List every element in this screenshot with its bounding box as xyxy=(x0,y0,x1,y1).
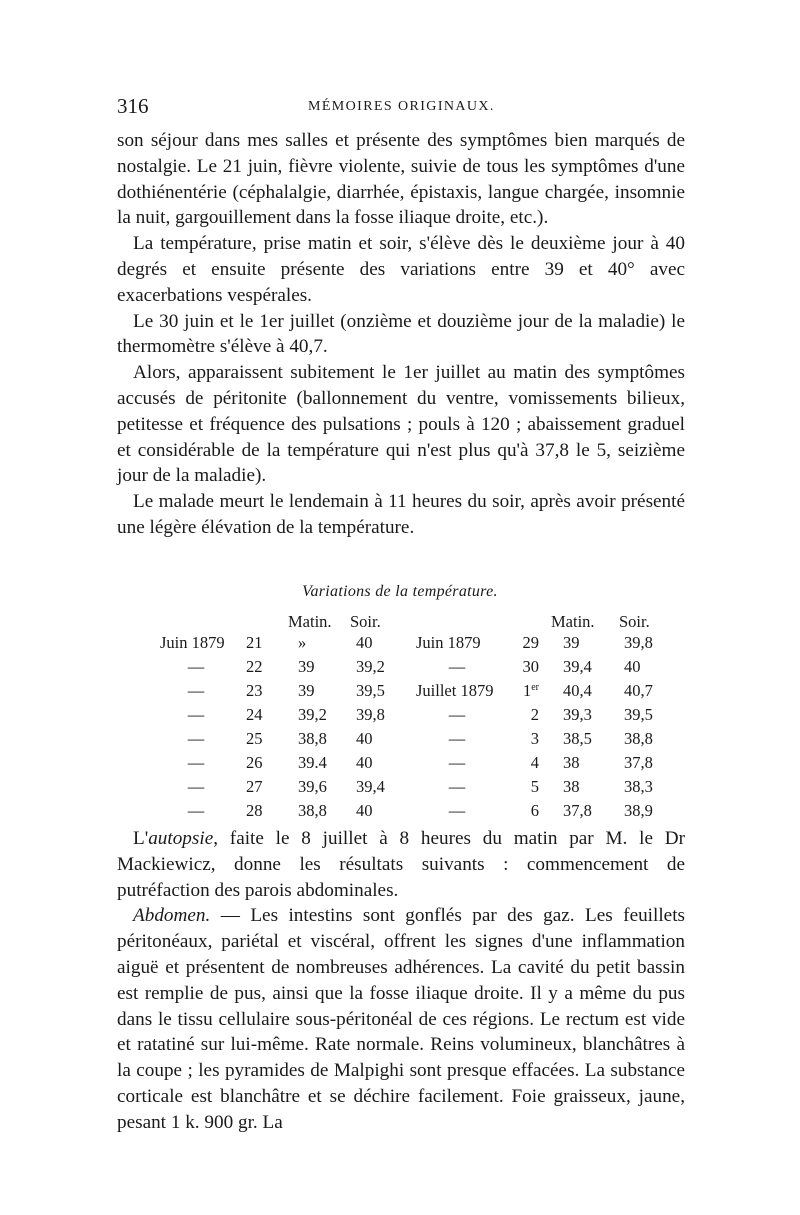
left-matin: 38,8 xyxy=(298,729,327,748)
page-header xyxy=(117,94,685,124)
table-title: Variations de la température. xyxy=(302,583,498,600)
running-title: MÉMOIRES ORIGINAUX. xyxy=(308,99,495,114)
left-day: 22 xyxy=(246,657,263,676)
autopsy-article: L' xyxy=(133,828,149,849)
right-soir: 38,3 xyxy=(624,777,653,796)
right-day: 6 xyxy=(530,801,539,820)
left-month: — xyxy=(187,657,205,676)
left-month: — xyxy=(187,753,205,772)
left-matin: 39,2 xyxy=(298,705,327,724)
right-day: 30 xyxy=(522,657,539,676)
right-day: 3 xyxy=(530,729,539,748)
autopsy-paragraph xyxy=(117,826,685,903)
right-soir: 39,8 xyxy=(624,633,653,652)
paragraph: son séjour dans mes salles et présente des symptômes bien marqués de nostalgie. Le 21 juin, fièvre violente, suivie de tous les symptômes d'une dothiénentérie (céphalalgie, diarrhée, épistaxis, langue chargée, insomnie la nuit, gargouillement dans la fosse iliaque droite, etc.). xyxy=(117,130,685,229)
right-matin: 40,4 xyxy=(563,681,592,700)
left-day: 25 xyxy=(246,729,263,748)
right-matin: 37,8 xyxy=(563,801,592,820)
right-day: 1er xyxy=(522,681,539,700)
left-soir: 39,5 xyxy=(356,681,385,700)
left-matin: 39.4 xyxy=(298,753,327,772)
left-month: — xyxy=(187,705,205,724)
header-soir-left: Soir. xyxy=(350,612,381,631)
left-month: — xyxy=(187,729,205,748)
right-soir: 40,7 xyxy=(624,681,653,700)
header-soir-right: Soir. xyxy=(619,612,650,631)
right-month: — xyxy=(448,801,466,820)
right-soir: 38,8 xyxy=(624,729,653,748)
autopsy-section xyxy=(117,826,685,1136)
left-matin: 39 xyxy=(298,681,315,700)
paragraph: Le 30 juin et le 1er juillet (onzième et douzième jour de la maladie) le thermomètre s'élève à 40,7. xyxy=(117,310,685,358)
left-month: — xyxy=(187,801,205,820)
left-soir: 39,8 xyxy=(356,705,385,724)
left-matin: » xyxy=(298,633,307,652)
left-day: 26 xyxy=(246,753,263,772)
paragraph: Alors, apparaissent subitement le 1er juillet au matin des symptômes accusés de péritonite (ballonnement du ventre, vomissements bilieux, petitesse et fréquence des pulsations ; pouls à 120 ; abaissement graduel et considérable de la température qui n'est plus qu'à 37,8 le 5, seizième jour de la maladie). xyxy=(117,362,685,487)
right-soir: 39,5 xyxy=(624,705,653,724)
right-matin: 39,4 xyxy=(563,657,592,676)
left-soir: 40 xyxy=(356,633,373,652)
abdomen-text: — Les intestins sont gonflés par des gaz. Les feuillets péritonéaux, pariétal et viscéral, offrent les signes d'une inflammation aiguë et présentent de nombreuses adhérences. La cavité du petit bassin est remplie de pus, ainsi que la fosse iliaque droite. Il y a même du pus dans le tissu cellulaire sous-péritonéal de ces régions. Le rectum est vide et ratatiné sur lui-même. Rate normale. Reins volumineux, blanchâtres à la coupe ; les pyramides de Malpighi sont presque effacées. La substance corticale est blanchâtre et se déchire facilement. Foie graisseux, jaune, pesant 1 k. 900 gr. La xyxy=(117,905,685,1133)
left-day: 28 xyxy=(246,801,263,820)
right-soir: 38,9 xyxy=(624,801,653,820)
autopsy-term: autopsie xyxy=(148,828,214,849)
abdomen-paragraph xyxy=(117,903,685,1135)
right-soir: 40 xyxy=(624,657,641,676)
right-matin: 38 xyxy=(563,753,580,772)
left-matin: 39 xyxy=(298,657,315,676)
right-matin: 38 xyxy=(563,777,580,796)
header-matin-left: Matin. xyxy=(288,612,332,631)
left-day: 21 xyxy=(246,633,263,652)
autopsy-text: , faite le 8 juillet à 8 heures du matin par M. le Dr Mackiewicz, donne les résultats suivants : commencement de putréfaction des parois abdominales. xyxy=(117,828,685,901)
right-month: Juillet 1879 xyxy=(416,681,494,700)
left-soir: 39,4 xyxy=(356,777,385,796)
right-month: — xyxy=(448,729,466,748)
left-soir: 40 xyxy=(356,753,373,772)
right-matin: 39 xyxy=(563,633,580,652)
paragraph: Le malade meurt le lendemain à 11 heures du soir, après avoir présenté une légère élévation de la température. xyxy=(117,491,685,538)
right-matin: 38,5 xyxy=(563,729,592,748)
right-day: 2 xyxy=(530,705,539,724)
paragraph: La température, prise matin et soir, s'élève dès le deuxième jour à 40 degrés et ensuite présente des variations entre 39 et 40° avec exacerbations vespérales. xyxy=(117,233,685,306)
right-soir: 37,8 xyxy=(624,753,653,772)
header-matin-right: Matin. xyxy=(551,612,595,631)
right-month: — xyxy=(448,657,466,676)
left-soir: 40 xyxy=(356,729,373,748)
right-day: 5 xyxy=(530,777,539,796)
case-narrative xyxy=(117,128,685,541)
left-month: Juin 1879 xyxy=(160,633,225,652)
left-day: 23 xyxy=(246,681,263,700)
left-day: 27 xyxy=(246,777,263,796)
right-month: — xyxy=(448,705,466,724)
left-soir: 39,2 xyxy=(356,657,385,676)
left-month: — xyxy=(187,777,205,796)
right-matin: 39,3 xyxy=(563,705,592,724)
left-day: 24 xyxy=(246,705,263,724)
left-matin: 39,6 xyxy=(298,777,327,796)
left-matin: 38,8 xyxy=(298,801,327,820)
left-soir: 40 xyxy=(356,801,373,820)
right-day: 4 xyxy=(530,753,539,772)
right-day: 29 xyxy=(522,633,539,652)
right-month: — xyxy=(448,777,466,796)
left-month: — xyxy=(187,681,205,700)
page-number: 316 xyxy=(117,94,149,118)
abdomen-term: Abdomen. xyxy=(133,905,211,927)
right-month: — xyxy=(448,753,466,772)
right-month: Juin 1879 xyxy=(416,633,481,652)
